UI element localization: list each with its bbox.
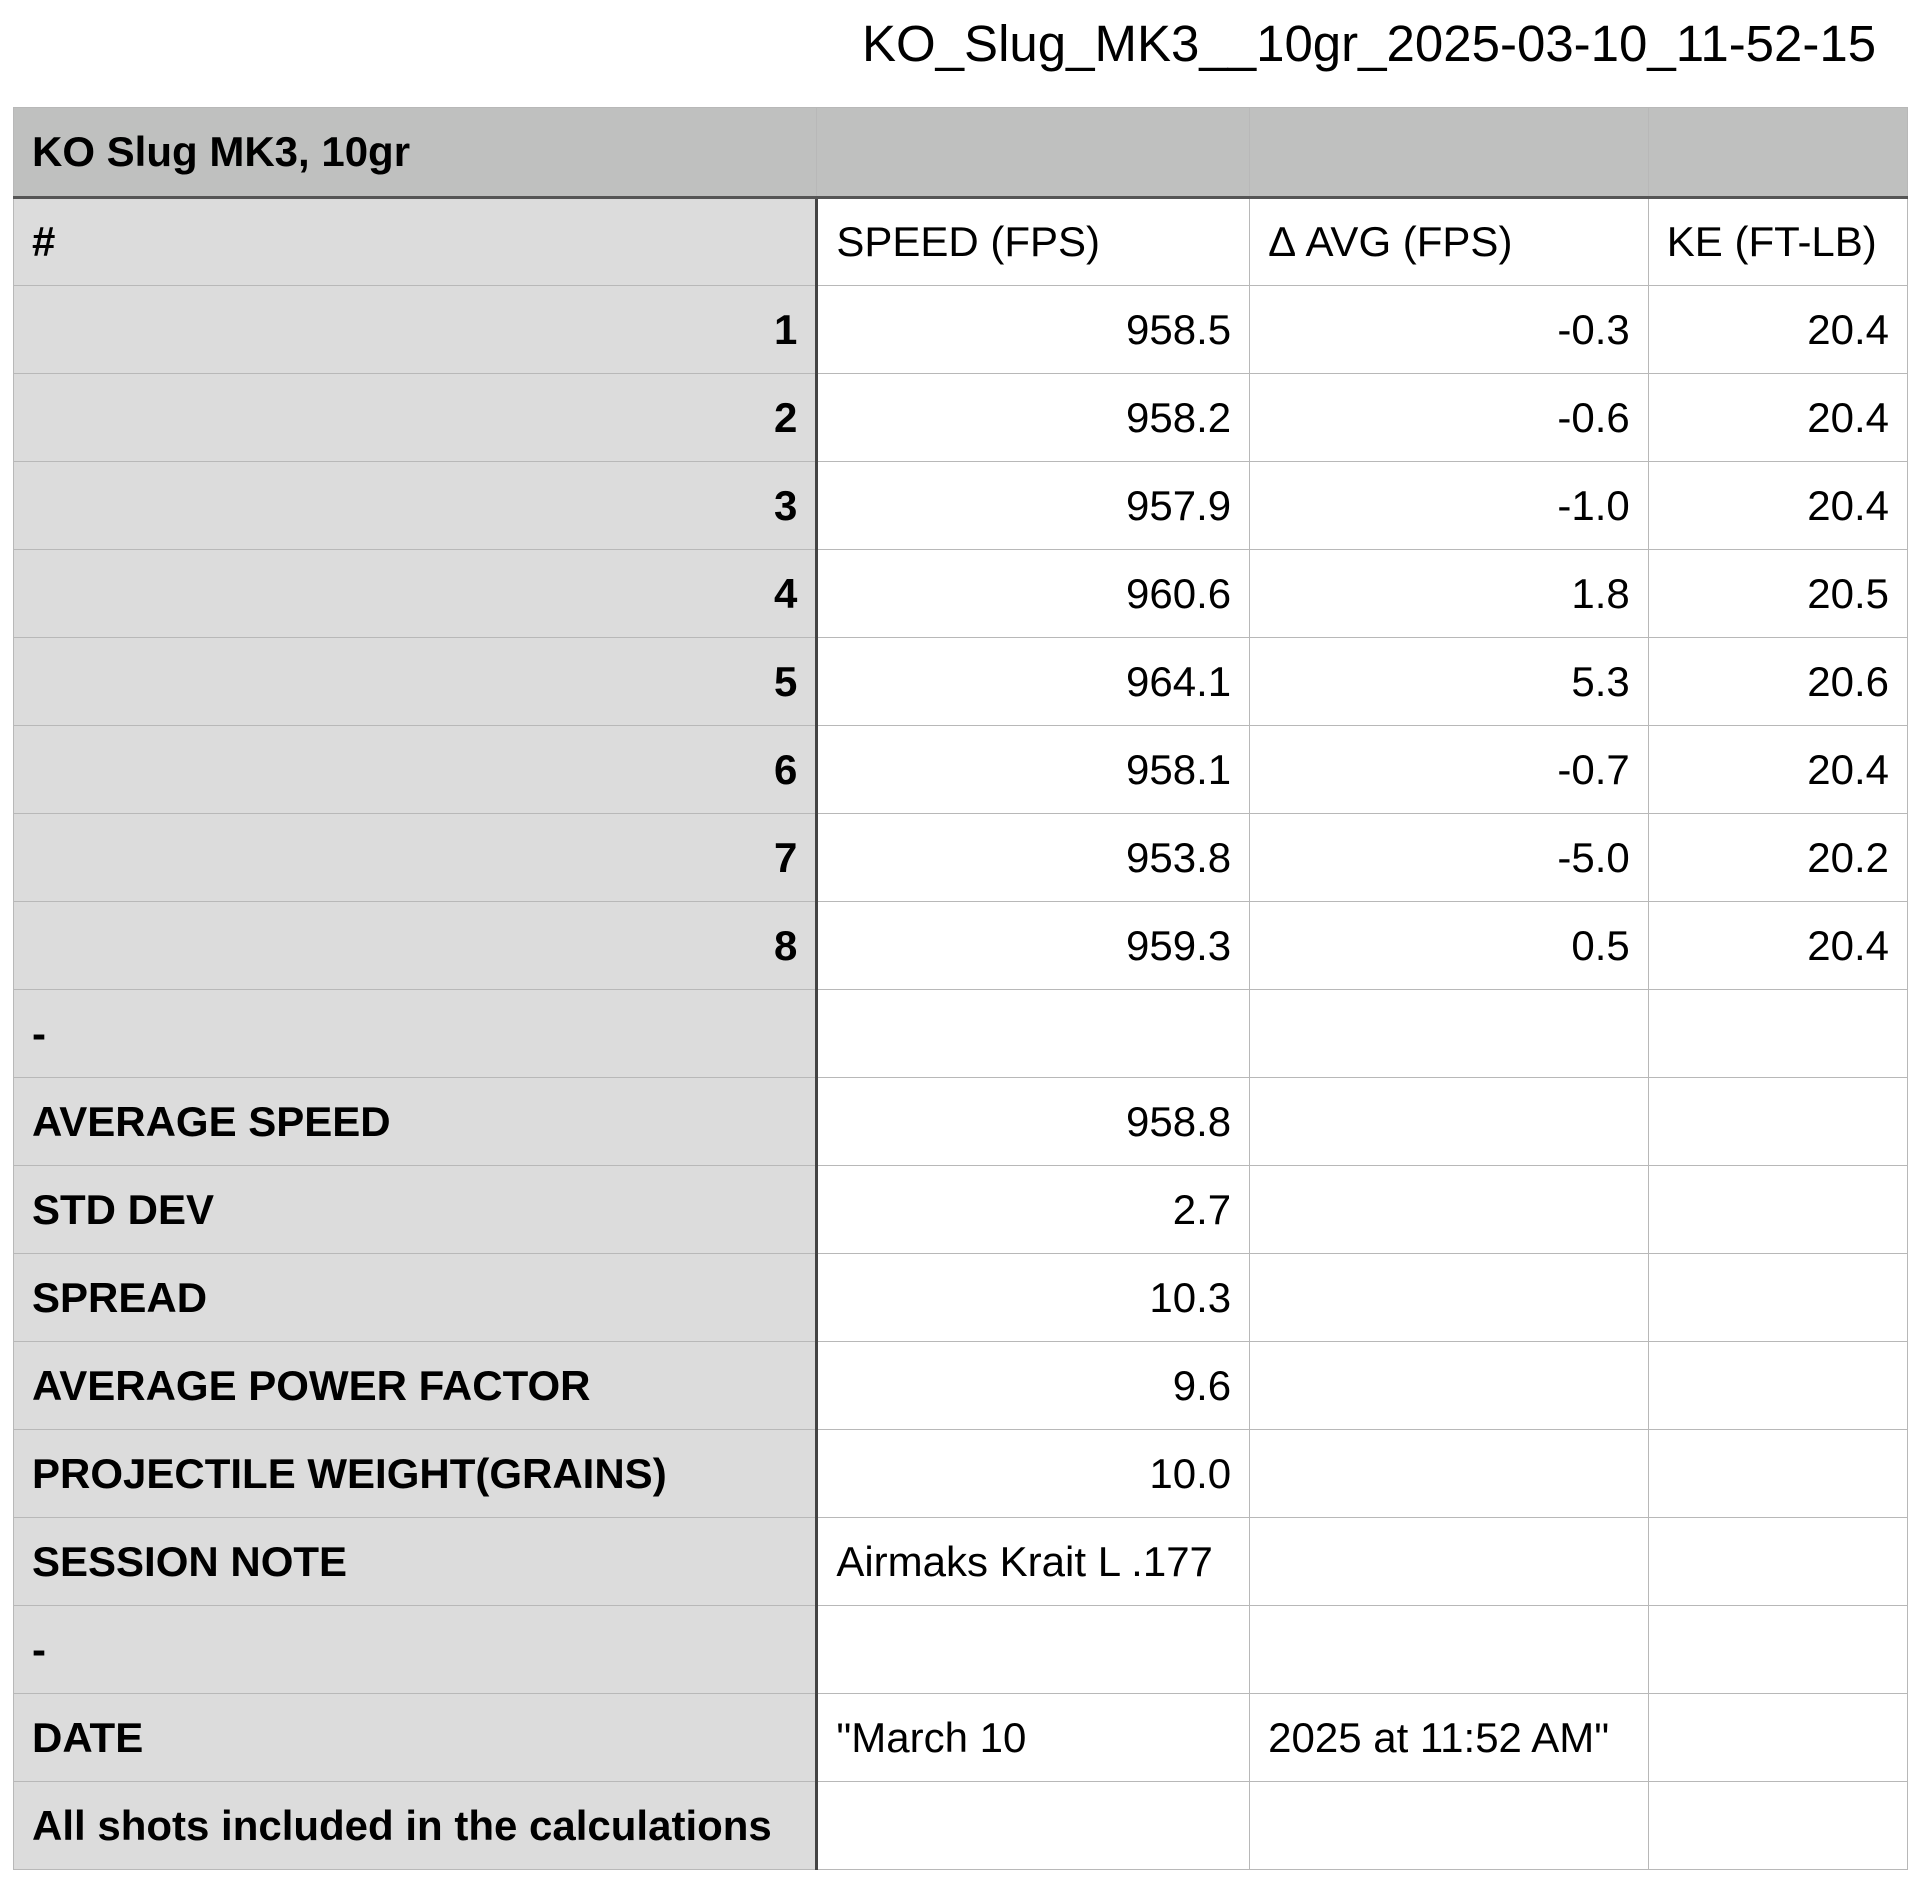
shot-speed[interactable]: 953.8 <box>817 814 1250 902</box>
title-cell-empty[interactable] <box>1648 108 1907 198</box>
empty-cell[interactable] <box>1648 1078 1907 1166</box>
shot-speed[interactable]: 958.1 <box>817 726 1250 814</box>
stat-row <box>14 1430 1908 1518</box>
shot-number[interactable]: 8 <box>14 902 817 990</box>
footer-note[interactable]: All shots included in the calculations <box>14 1782 817 1870</box>
shot-number[interactable]: 4 <box>14 550 817 638</box>
session-note-label[interactable]: SESSION NOTE <box>14 1518 817 1606</box>
stat-value-std-dev[interactable]: 2.7 <box>817 1166 1250 1254</box>
stat-label-projectile-weight[interactable]: PROJECTILE WEIGHT(GRAINS) <box>14 1430 817 1518</box>
shot-ke[interactable]: 20.4 <box>1648 374 1907 462</box>
empty-cell[interactable] <box>1648 1342 1907 1430</box>
stat-label-average-speed[interactable]: AVERAGE SPEED <box>14 1078 817 1166</box>
empty-cell[interactable] <box>1250 1782 1649 1870</box>
shot-number[interactable]: 6 <box>14 726 817 814</box>
empty-cell[interactable] <box>1648 1166 1907 1254</box>
title-cell-empty[interactable] <box>1250 108 1649 198</box>
shot-ke[interactable]: 20.5 <box>1648 550 1907 638</box>
shot-delta[interactable]: -0.3 <box>1250 286 1649 374</box>
empty-cell[interactable] <box>1648 1694 1907 1782</box>
header-speed[interactable]: SPEED (FPS) <box>817 198 1250 286</box>
empty-cell[interactable] <box>1250 990 1649 1078</box>
results-table <box>13 107 1908 1870</box>
empty-cell[interactable] <box>1648 1430 1907 1518</box>
shot-number[interactable]: 7 <box>14 814 817 902</box>
shot-speed[interactable]: 958.5 <box>817 286 1250 374</box>
empty-cell[interactable] <box>1250 1606 1649 1694</box>
date-label[interactable]: DATE <box>14 1694 817 1782</box>
separator-label[interactable]: - <box>14 990 817 1078</box>
shot-row <box>14 814 1908 902</box>
stat-label-spread[interactable]: SPREAD <box>14 1254 817 1342</box>
date-value-part1[interactable]: "March 10 <box>817 1694 1250 1782</box>
stat-value-projectile-weight[interactable]: 10.0 <box>817 1430 1250 1518</box>
table-title[interactable]: KO Slug MK3, 10gr <box>14 108 817 198</box>
shot-row <box>14 374 1908 462</box>
empty-cell[interactable] <box>1250 1254 1649 1342</box>
shot-ke[interactable]: 20.2 <box>1648 814 1907 902</box>
shot-number[interactable]: 5 <box>14 638 817 726</box>
header-row <box>14 198 1908 286</box>
empty-cell[interactable] <box>1648 990 1907 1078</box>
date-row <box>14 1694 1908 1782</box>
empty-cell[interactable] <box>1648 1606 1907 1694</box>
shot-ke[interactable]: 20.4 <box>1648 902 1907 990</box>
shot-number[interactable]: 3 <box>14 462 817 550</box>
header-ke[interactable]: KE (FT-LB) <box>1648 198 1907 286</box>
date-value-part2[interactable]: 2025 at 11:52 AM" <box>1250 1694 1649 1782</box>
empty-cell[interactable] <box>1250 1078 1649 1166</box>
shot-row <box>14 462 1908 550</box>
separator-row <box>14 1606 1908 1694</box>
session-note-value[interactable]: Airmaks Krait L .177 <box>817 1518 1250 1606</box>
shot-row <box>14 550 1908 638</box>
shot-speed[interactable]: 964.1 <box>817 638 1250 726</box>
shot-ke[interactable]: 20.4 <box>1648 726 1907 814</box>
empty-cell[interactable] <box>1250 1342 1649 1430</box>
stat-label-power-factor[interactable]: AVERAGE POWER FACTOR <box>14 1342 817 1430</box>
stat-label-std-dev[interactable]: STD DEV <box>14 1166 817 1254</box>
session-note-row <box>14 1518 1908 1606</box>
shot-delta[interactable]: 0.5 <box>1250 902 1649 990</box>
stat-value-power-factor[interactable]: 9.6 <box>817 1342 1250 1430</box>
header-delta-avg[interactable]: Δ AVG (FPS) <box>1250 198 1649 286</box>
footer-note-row <box>14 1782 1908 1870</box>
empty-cell[interactable] <box>1648 1782 1907 1870</box>
shot-speed[interactable]: 959.3 <box>817 902 1250 990</box>
separator-row <box>14 990 1908 1078</box>
shot-number[interactable]: 1 <box>14 286 817 374</box>
empty-cell[interactable] <box>1648 1254 1907 1342</box>
title-cell-empty[interactable] <box>817 108 1250 198</box>
empty-cell[interactable] <box>1250 1430 1649 1518</box>
empty-cell[interactable] <box>1250 1166 1649 1254</box>
empty-cell[interactable] <box>1250 1518 1649 1606</box>
empty-cell[interactable] <box>1648 1518 1907 1606</box>
shot-delta[interactable]: -0.7 <box>1250 726 1649 814</box>
shot-delta[interactable]: 1.8 <box>1250 550 1649 638</box>
shot-ke[interactable]: 20.4 <box>1648 462 1907 550</box>
shot-ke[interactable]: 20.4 <box>1648 286 1907 374</box>
shot-row <box>14 902 1908 990</box>
shot-row <box>14 638 1908 726</box>
document-title: KO_Slug_MK3__10gr_2025-03-10_11-52-15 <box>862 15 1877 72</box>
empty-cell[interactable] <box>817 990 1250 1078</box>
table-title-row <box>14 108 1908 198</box>
header-shot-number[interactable]: # <box>14 198 817 286</box>
stat-row <box>14 1166 1908 1254</box>
empty-cell[interactable] <box>817 1782 1250 1870</box>
shot-delta[interactable]: 5.3 <box>1250 638 1649 726</box>
shot-number[interactable]: 2 <box>14 374 817 462</box>
separator-label[interactable]: - <box>14 1606 817 1694</box>
empty-cell[interactable] <box>817 1606 1250 1694</box>
shot-delta[interactable]: -5.0 <box>1250 814 1649 902</box>
shot-delta[interactable]: -0.6 <box>1250 374 1649 462</box>
stat-value-average-speed[interactable]: 958.8 <box>817 1078 1250 1166</box>
shot-delta[interactable]: -1.0 <box>1250 462 1649 550</box>
shot-speed[interactable]: 960.6 <box>817 550 1250 638</box>
shot-ke[interactable]: 20.6 <box>1648 638 1907 726</box>
shot-speed[interactable]: 957.9 <box>817 462 1250 550</box>
shot-row <box>14 286 1908 374</box>
shot-row <box>14 726 1908 814</box>
stat-value-spread[interactable]: 10.3 <box>817 1254 1250 1342</box>
stat-row <box>14 1254 1908 1342</box>
stat-row <box>14 1342 1908 1430</box>
stat-row <box>14 1078 1908 1166</box>
shot-speed[interactable]: 958.2 <box>817 374 1250 462</box>
